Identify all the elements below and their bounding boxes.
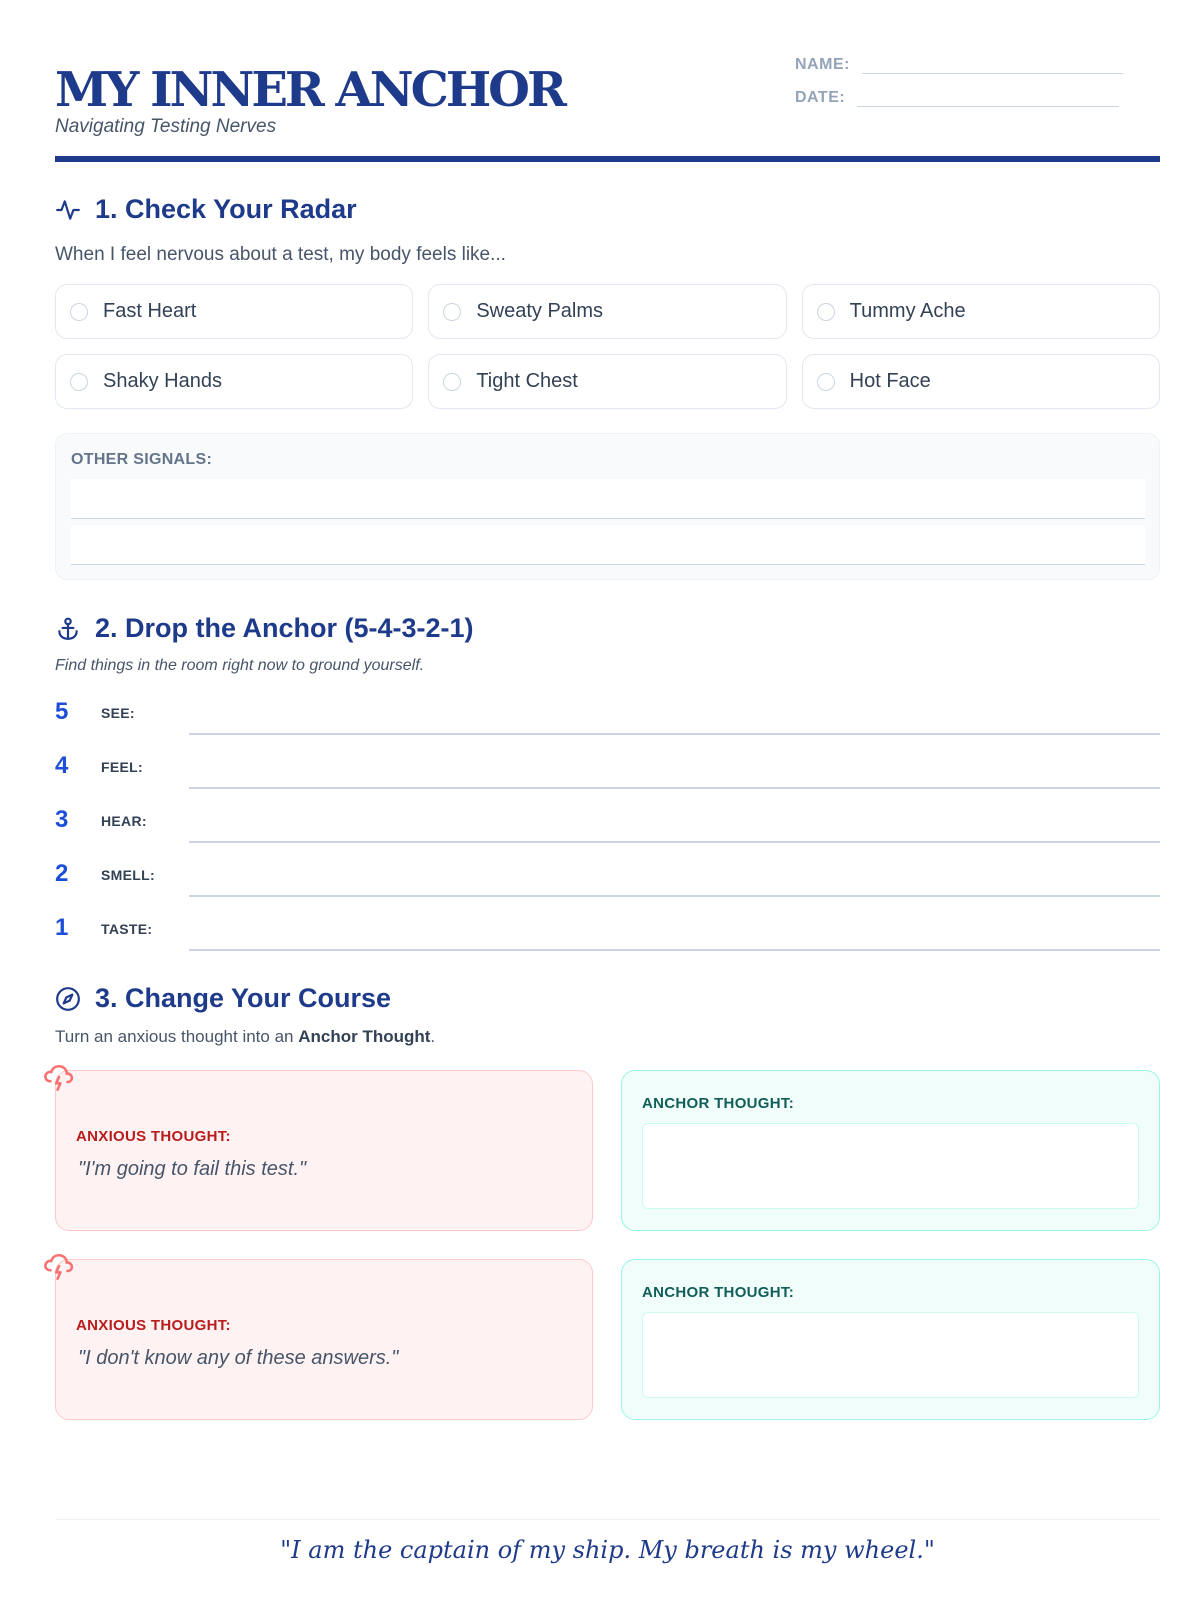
grounding-label: SMELL: (101, 867, 155, 883)
date-input-line[interactable] (857, 106, 1119, 107)
grounding-row (55, 698, 1160, 738)
checkbox-label: Shaky Hands (103, 370, 222, 392)
other-signals-label: OTHER SIGNALS: (71, 451, 213, 468)
anxious-thought-label: ANXIOUS THOUGHT: (76, 1317, 231, 1334)
checkbox-option[interactable] (428, 284, 786, 339)
name-input-line[interactable] (862, 73, 1123, 74)
checkbox-label: Sweaty Palms (476, 300, 604, 322)
anchor-icon (55, 616, 81, 642)
anchor-thought-label: ANCHOR THOUGHT: (642, 1284, 794, 1301)
checkbox-circle[interactable] (443, 303, 461, 321)
section1-prompt: When I feel nervous about a test, my body feels like... (55, 244, 506, 265)
checkbox-circle[interactable] (70, 303, 88, 321)
grounding-number: 3 (55, 806, 69, 833)
name-label: NAME: (795, 56, 850, 73)
section3-prompt (55, 1027, 435, 1047)
section1-heading (55, 194, 357, 225)
header (55, 56, 1160, 162)
other-signals-line[interactable] (71, 525, 1145, 565)
checkbox-option[interactable] (55, 354, 413, 409)
worksheet-page (55, 0, 1160, 1600)
storm-cloud-icon (42, 1060, 76, 1094)
anchor-thought-label: ANCHOR THOUGHT: (642, 1095, 794, 1112)
grounding-row (55, 806, 1160, 846)
checkbox-label: Fast Heart (103, 300, 197, 322)
section3-prompt-emphasis: Anchor Thought (298, 1027, 431, 1046)
anchor-thought-input[interactable] (642, 1312, 1139, 1398)
checkbox-option[interactable] (55, 284, 413, 339)
symptom-checklist (55, 284, 1160, 409)
section3-heading (55, 983, 391, 1014)
pulse-icon (55, 197, 81, 223)
grounding-input-line[interactable] (189, 949, 1160, 951)
section2-heading (55, 613, 474, 644)
grounding-input-line[interactable] (189, 841, 1160, 843)
footer-divider (55, 1519, 1160, 1520)
checkbox-option[interactable] (428, 354, 786, 409)
checkbox-label: Hot Face (849, 370, 931, 392)
other-signals-box (55, 433, 1160, 580)
grounding-number: 4 (55, 752, 69, 779)
footer-quote: "I am the captain of my ship. My breath is my wheel." (280, 1536, 935, 1564)
grounding-row (55, 860, 1160, 900)
page-title: MY INNER ANCHOR (55, 62, 564, 118)
checkbox-circle[interactable] (817, 303, 835, 321)
section2-prompt: Find things in the room right now to ground yourself. (55, 657, 425, 674)
header-divider (55, 156, 1160, 162)
section1-title: 1. Check Your Radar (95, 194, 357, 224)
anxious-thought-card (55, 1070, 593, 1231)
date-field (795, 89, 1119, 107)
anxious-thought-label: ANXIOUS THOUGHT: (76, 1128, 231, 1145)
grounding-row (55, 914, 1160, 954)
grounding-input-line[interactable] (189, 733, 1160, 735)
grounding-number: 2 (55, 860, 69, 887)
compass-icon (55, 986, 81, 1012)
grounding-number: 1 (55, 914, 69, 941)
grounding-input-line[interactable] (189, 895, 1160, 897)
checkbox-option[interactable] (802, 284, 1160, 339)
checkbox-circle[interactable] (70, 373, 88, 391)
anxious-thought-text: "I don't know any of these answers." (78, 1347, 399, 1369)
section3-title: 3. Change Your Course (95, 983, 392, 1013)
page-subtitle: Navigating Testing Nerves (55, 116, 277, 137)
section3-prompt-text: Turn an anxious thought into an (55, 1027, 299, 1046)
grounding-input-line[interactable] (189, 787, 1160, 789)
checkbox-label: Tummy Ache (849, 300, 966, 322)
section3-prompt-end: . (430, 1027, 436, 1046)
anxious-thought-card (55, 1259, 593, 1420)
anxious-thought-text: "I'm going to fail this test." (78, 1158, 307, 1180)
grounding-label: SEE: (101, 705, 135, 721)
name-field (795, 56, 1123, 74)
checkbox-circle[interactable] (443, 373, 461, 391)
grounding-number: 5 (55, 698, 69, 725)
storm-cloud-icon (42, 1249, 76, 1283)
checkbox-circle[interactable] (817, 373, 835, 391)
grounding-label: FEEL: (101, 759, 143, 775)
section2-title: 2. Drop the Anchor (5-4-3-2-1) (95, 613, 474, 643)
date-label: DATE: (795, 89, 846, 106)
checkbox-option[interactable] (802, 354, 1160, 409)
anchor-thought-card (621, 1259, 1160, 1420)
other-signals-line[interactable] (71, 479, 1145, 519)
grounding-label: TASTE: (101, 921, 153, 937)
anchor-thought-card (621, 1070, 1160, 1231)
grounding-label: HEAR: (101, 813, 147, 829)
anchor-thought-input[interactable] (642, 1123, 1139, 1209)
grounding-row (55, 752, 1160, 792)
checkbox-label: Tight Chest (476, 370, 578, 392)
